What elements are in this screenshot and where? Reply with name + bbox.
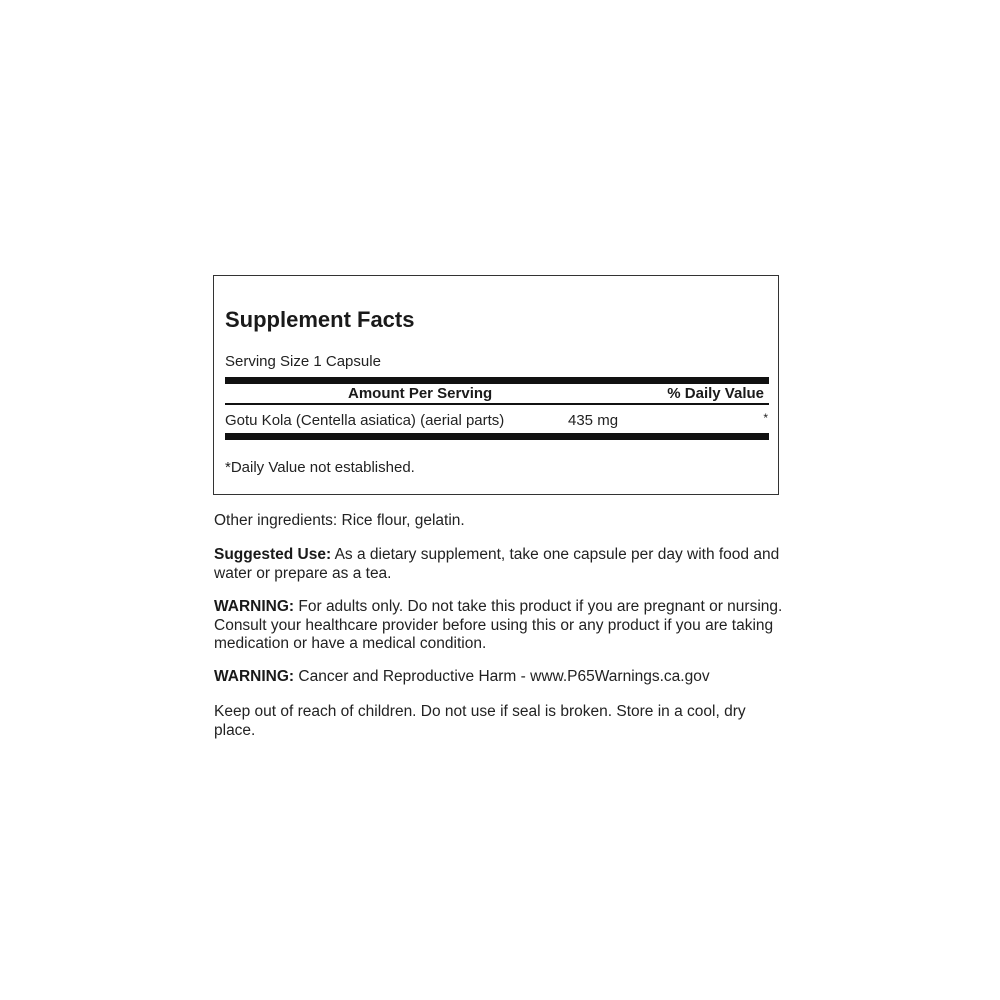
warning-prop65 xyxy=(214,668,784,687)
ingredient-daily-value: * xyxy=(763,411,768,425)
warning-prop65-label: WARNING: xyxy=(214,668,295,685)
suggested-use-text: As a dietary supplement, take one capsule per day with food and water or prepare as a tea. xyxy=(214,546,780,582)
warning-adults-text: For adults only. Do not take this product if you are pregnant or nursing. Consult your healthcare provider before using this or any product if you are taking medication or have a medical condition. xyxy=(214,598,783,652)
divider-thick-bottom xyxy=(225,433,769,440)
other-ingredients: Other ingredients: Rice flour, gelatin. xyxy=(214,512,465,529)
suggested-use-label: Suggested Use: xyxy=(214,546,332,563)
warning-prop65-text: Cancer and Reproductive Harm - www.P65Warnings.ca.gov xyxy=(294,668,710,685)
supplement-facts-panel xyxy=(213,275,779,495)
daily-value-header: % Daily Value xyxy=(667,385,764,402)
amount-per-serving-header: Amount Per Serving xyxy=(348,385,493,402)
serving-size: Serving Size 1 Capsule xyxy=(225,353,381,370)
daily-value-footnote: *Daily Value not established. xyxy=(225,459,415,476)
divider-thick-top xyxy=(225,377,769,384)
ingredient-amount: 435 mg xyxy=(568,412,619,429)
warning-adults-label: WARNING: xyxy=(214,598,295,615)
storage-instructions: Keep out of reach of children. Do not use if seal is broken. Store in a cool, dry place. xyxy=(214,703,746,739)
divider-header xyxy=(225,403,769,405)
supplement-facts-title: Supplement Facts xyxy=(225,307,415,332)
ingredient-name: Gotu Kola (Centella asiatica) (aerial parts) xyxy=(225,412,505,429)
warning-adults xyxy=(214,598,784,654)
suggested-use xyxy=(214,546,784,583)
